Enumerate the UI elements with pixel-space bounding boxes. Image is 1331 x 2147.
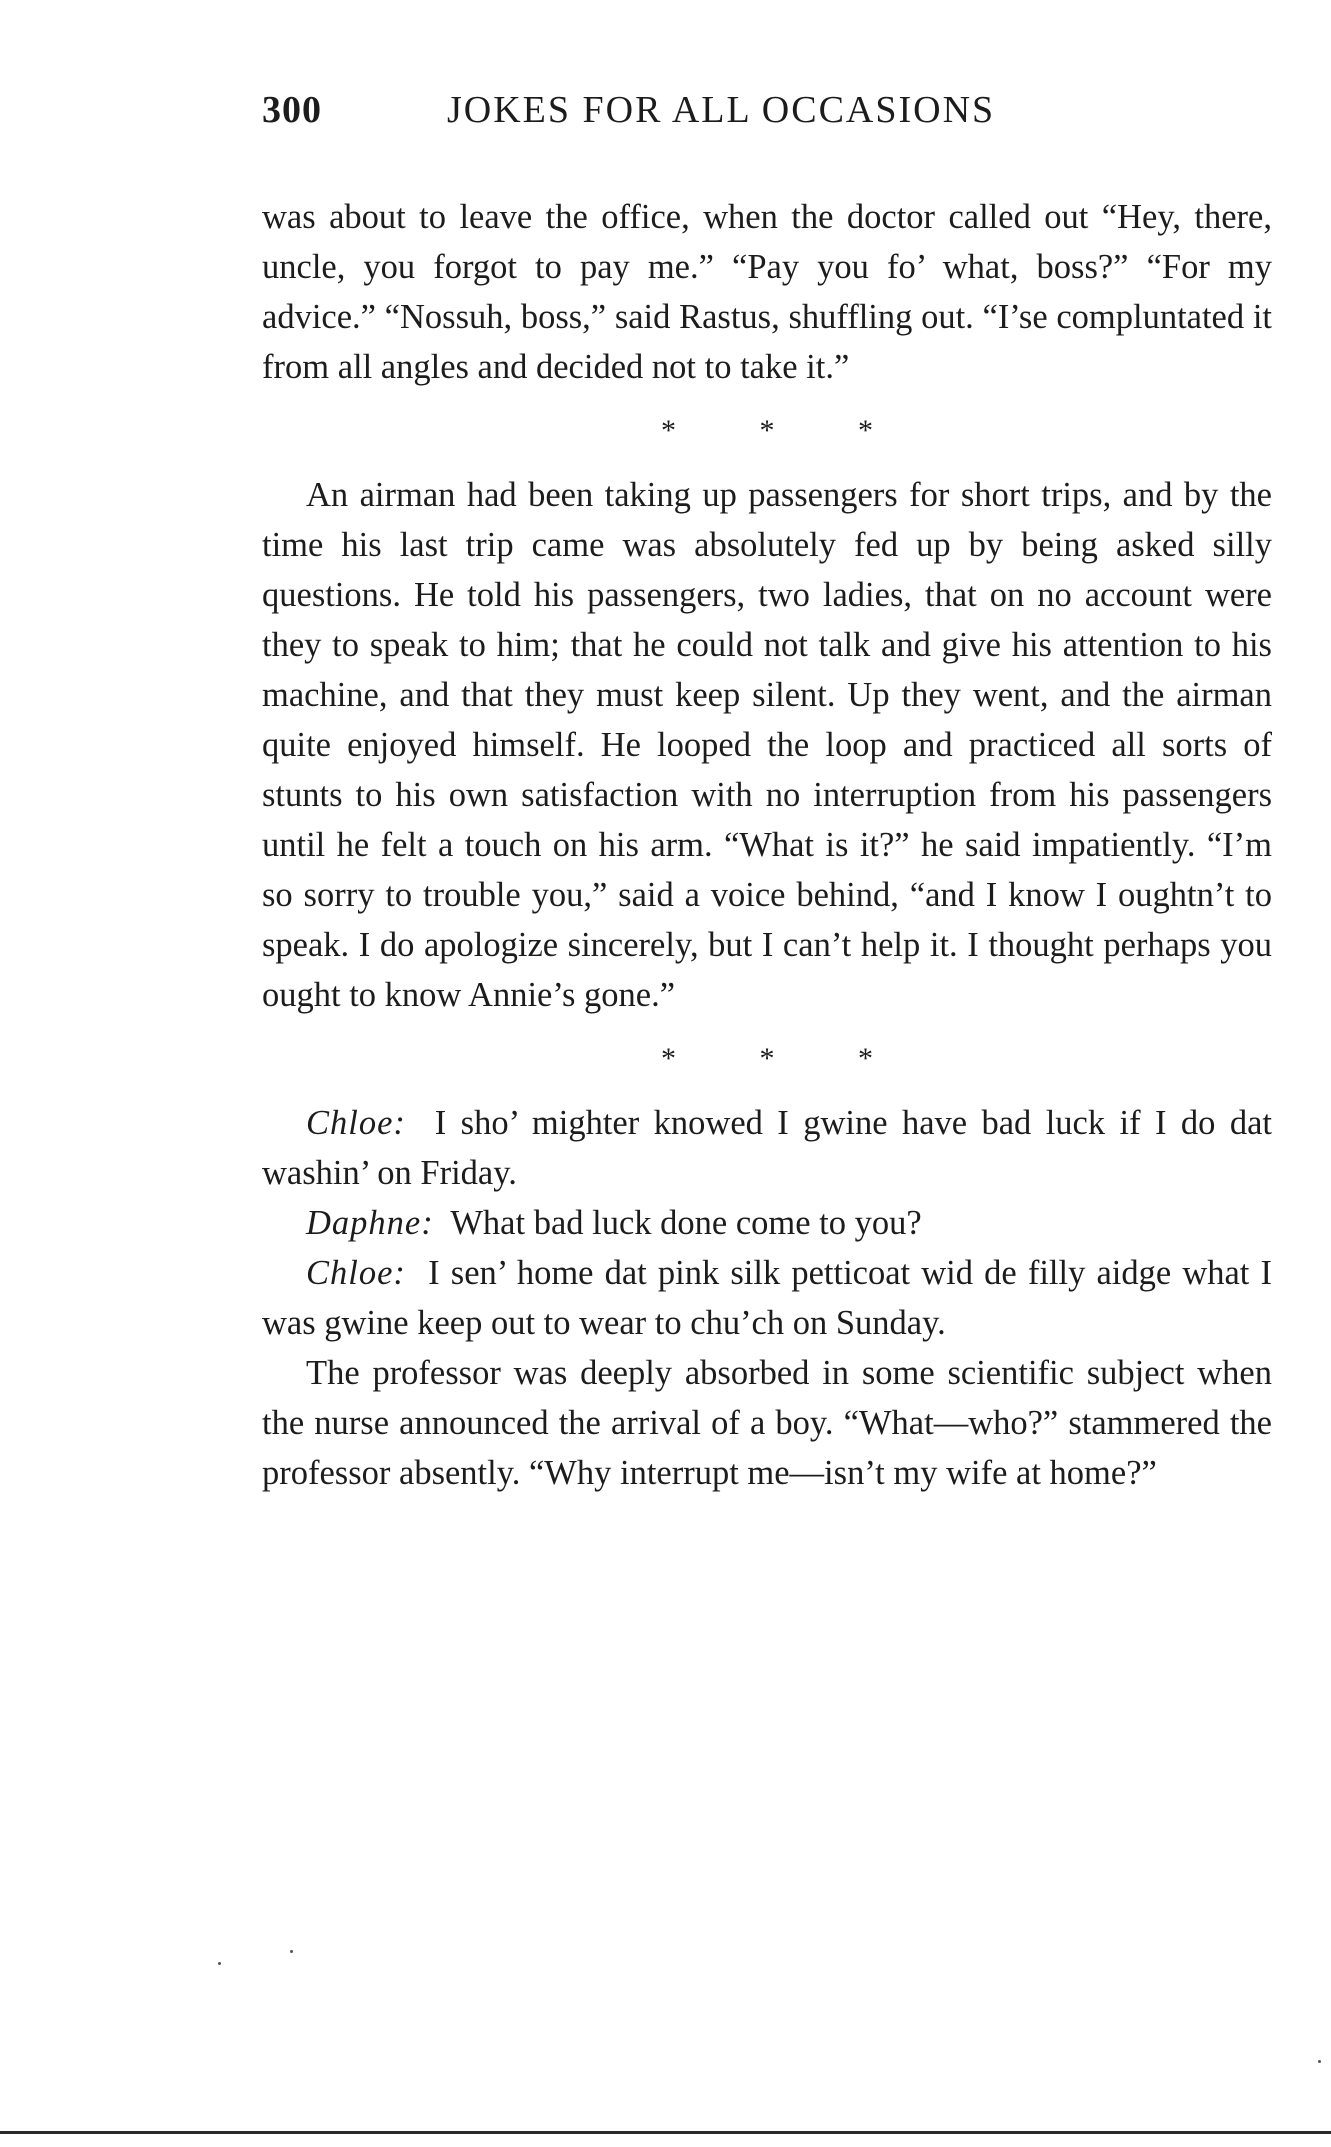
paragraph-professor: The professor was deeply absorbed in some scientific subject when the nurse announced the arrival of a boy. “What—who?” stammered the professor absently. “Why interrupt me—isn’t my wife at home?”: [262, 1354, 1272, 1492]
dialogue-line: [262, 1248, 1272, 1348]
speaker-name: Chloe:: [306, 1254, 406, 1292]
page-header: [262, 88, 1272, 148]
page-body: [262, 192, 1272, 1498]
dialogue-line: [262, 1198, 1272, 1248]
dialogue-text: What bad luck done come to you?: [450, 1204, 922, 1242]
section-separator: * * *: [661, 1042, 911, 1075]
dialogue-text: I sho’ mighter knowed I gwine have bad luck if I do dat washin’ on Friday.: [262, 1104, 1272, 1192]
paragraph-airman: An airman had been taking up passengers for short trips, and by the time his last trip came was absolutely fed up by being asked silly questions. He told his passengers, two ladies, that on no account were they to speak to him; that he could not talk and give his attention to his machine, and that they must keep silent. Up they went, and the airman quite enjoyed himself. He looped the loop and practiced all sorts of stunts to his own satisfaction with no interruption from his passengers until he felt a touch on his arm. “What is it?” he said impatiently. “I’m so sorry to trouble you,” said a voice behind, “and I know I oughtn’t to speak. I do apologize sincerely, but I can’t help it. I thought perhaps you ought to know Annie’s gone.”: [262, 476, 1272, 1014]
paper-speck: [1318, 2060, 1321, 2063]
speaker-name: Chloe:: [306, 1104, 406, 1142]
dialogue-line: [262, 1098, 1272, 1198]
dialogue-text: I sen’ home dat pink silk petticoat wid de filly aidge what I was gwine keep out to wear to chu’ch on Sunday.: [262, 1254, 1272, 1342]
page-number: 300: [262, 89, 322, 131]
running-head: JOKES FOR ALL OCCASIONS: [447, 89, 996, 131]
paper-speck: [290, 1950, 293, 1953]
paragraph-continued: was about to leave the office, when the doctor called out “Hey, there, uncle, you forgot to pay me.” “Pay you fo’ what, boss?” “For my advice.” “Nossuh, boss,” said Rastus, shuffling out. “I’se compluntated it from all angles and decided not to take it.”: [262, 198, 1272, 386]
speaker-name: Daphne:: [306, 1204, 434, 1242]
paper-speck: [218, 1962, 221, 1965]
page-edge-rule: [0, 2131, 1331, 2134]
section-separator: * * *: [661, 414, 911, 447]
